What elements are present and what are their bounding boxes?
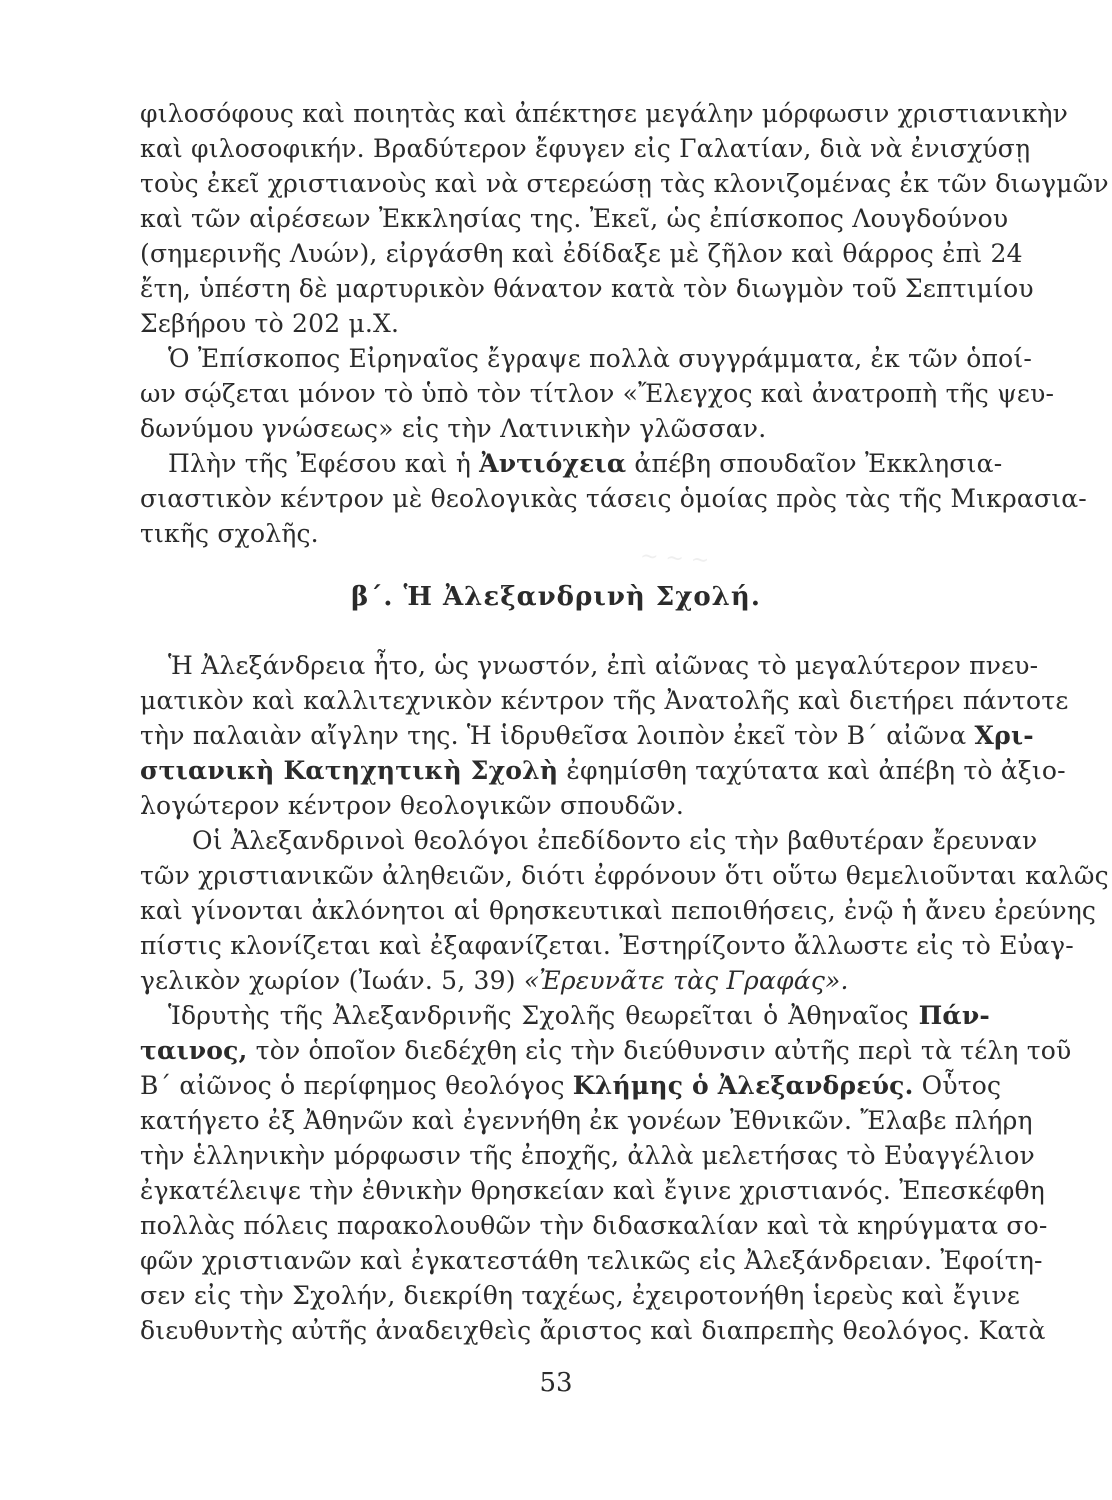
bold-term: Κλήμης ὁ Ἀλεξανδρεύς. xyxy=(572,1071,914,1100)
text-run: Οὗτος xyxy=(913,1071,1002,1100)
bold-term: Χρι- xyxy=(974,721,1034,750)
text-line: ἐγκατέλειψε τὴν ἐθνικὴν θρησκείαν καὶ ἔγινε χριστιανός. Ἐπεσκέφθη xyxy=(140,1176,1045,1205)
text-line: λογώτερον κέντρον θεολογικῶν σπουδῶν. xyxy=(140,791,684,820)
text-line: πίστις κλονίζεται καὶ ἐξαφανίζεται. Ἐστηρίζοντο ἄλλωστε εἰς τὸ Εὐαγ- xyxy=(140,931,1074,960)
text-line: ματικὸν καὶ καλλιτεχνικὸν κέντρον τῆς Ἀνατολῆς καὶ διετήρει πάντοτε xyxy=(140,686,1069,715)
page-number: 53 xyxy=(539,1368,573,1398)
text-run: Β΄ αἰῶνος ὁ περίφημος θεολόγος xyxy=(140,1071,573,1100)
text-line xyxy=(140,963,990,998)
text-section-top xyxy=(140,96,1109,551)
bold-term: στιανικὴ Κατηχητικὴ Σχολὴ xyxy=(140,756,559,785)
text-line: Οἱ Ἀλεξανδρινοὶ θεολόγοι ἐπεδίδοντο εἰς τὴν βαθυτέραν ἔρευναν xyxy=(192,826,1038,855)
text-line xyxy=(140,1068,1002,1103)
text-line: σιαστικὸν κέντρον μὲ θεολογικὰς τάσεις ὁμοίας πρὸς τὰς τῆς Μικρασια- xyxy=(140,484,1087,513)
bold-term: Ἀντιόχεια xyxy=(479,449,627,478)
text-line: καὶ φιλοσοφικήν. Βραδύτερον ἔφυγεν εἰς Γαλατίαν, διὰ νὰ ἐνισχύσῃ xyxy=(140,134,1031,163)
text-line: δωνύμου γνώσεως» εἰς τὴν Λατινικὴν γλῶσσαν. xyxy=(140,414,767,443)
text-line xyxy=(140,446,1003,481)
text-line: φιλοσόφους καὶ ποιητὰς καὶ ἀπέκτησε μεγάλην μόρφωσιν χριστιανικὴν xyxy=(140,99,1069,128)
text-line xyxy=(140,1033,1072,1068)
text-line: ων σῴζεται μόνον τὸ ὑπὸ τὸν τίτλον «Ἔλεγχος καὶ ἀνατροπὴ τῆς ψευ- xyxy=(140,379,1055,408)
text-line xyxy=(140,753,1066,788)
text-line: καὶ γίνονται ἀκλόνητοι αἱ θρησκευτικαὶ πεποιθήσεις, ἐνῷ ἡ ἄνευ ἐρεύνης xyxy=(140,896,1097,925)
text-line: τοὺς ἐκεῖ χριστιανοὺς καὶ νὰ στερεώσῃ τὰς κλονιζομένας ἐκ τῶν διωγμῶν xyxy=(140,169,1109,198)
bold-term: Πάν- xyxy=(918,1001,990,1030)
text-line: κατήγετο ἐξ Ἀθηνῶν καὶ ἐγεννήθη ἐκ γονέων Ἐθνικῶν. Ἔλαβε πλήρη xyxy=(140,1106,1033,1135)
text-line: καὶ τῶν αἱρέσεων Ἐκκλησίας της. Ἐκεῖ, ὡς ἐπίσκοπος Λουγδούνου xyxy=(140,204,1009,233)
text-run: ἐφημίσθη ταχύτατα καὶ ἀπέβη τὸ ἀξιο- xyxy=(558,756,1066,785)
text-line: πολλὰς πόλεις παρακολουθῶν τὴν διδασκαλίαν καὶ τὰ κηρύγματα σο- xyxy=(140,1211,1048,1240)
section-heading: β΄. Ἡ Ἀλεξανδρινὴ Σχολή. xyxy=(351,582,761,612)
text-line xyxy=(140,998,990,1033)
text-line: τὴν ἑλληνικὴν μόρφωσιν τῆς ἐποχῆς, ἀλλὰ μελετήσας τὸ Εὐαγγέλιον xyxy=(140,1141,1035,1170)
text-line xyxy=(140,718,1034,753)
text-section-bottom xyxy=(140,648,1109,1348)
text-line: Σεβήρου τὸ 202 μ.Χ. xyxy=(140,309,400,338)
text-line: τῶν χριστιανικῶν ἀληθειῶν, διότι ἐφρόνουν ὅτι οὕτω θεμελιοῦνται καλῶς xyxy=(140,861,1109,890)
text-run: ἀπέβη σπουδαῖον Ἐκκλησια- xyxy=(626,449,1003,478)
text-run: γελικὸν χωρίον (Ἰωάν. 5, 39) xyxy=(140,966,524,995)
text-line: (σημερινῆς Λυών), εἰργάσθη καὶ ἐδίδαξε μὲ ζῆλον καὶ θάρρος ἐπὶ 24 xyxy=(140,239,1023,268)
text-line: διευθυντὴς αὐτῆς ἀναδειχθεὶς ἄριστος καὶ διαπρεπὴς θεολόγος. Κατὰ xyxy=(140,1316,1046,1345)
text-line: ἔτη, ὑπέστη δὲ μαρτυρικὸν θάνατον κατὰ τὸν διωγμὸν τοῦ Σεπτιμίου xyxy=(140,274,1034,303)
italic-quote: «Ἐρευνᾶτε τὰς Γραφάς». xyxy=(523,966,849,995)
faint-handwriting-marks: ~ ~ ~ xyxy=(639,543,711,574)
text-run: Ἱδρυτὴς τῆς Ἀλεξανδρινῆς Σχολῆς θεωρεῖται ὁ Ἀθηναῖος xyxy=(168,1001,919,1030)
text-line: Ὁ Ἐπίσκοπος Εἰρηναῖος ἔγραψε πολλὰ συγγράμματα, ἐκ τῶν ὁποί- xyxy=(168,344,1033,373)
text-run: τὸν ὁποῖον διεδέχθη εἰς τὴν διεύθυνσιν αὐτῆς περὶ τὰ τέλη τοῦ xyxy=(247,1036,1072,1065)
text-line: Ἡ Ἀλεξάνδρεια ἦτο, ὡς γνωστόν, ἐπὶ αἰῶνας τὸ μεγαλύτερον πνευ- xyxy=(168,651,1039,680)
text-line: φῶν χριστιανῶν καὶ ἐγκατεστάθη τελικῶς εἰς Ἀλεξάνδρειαν. Ἐφοίτη- xyxy=(140,1246,1043,1275)
text-line: τικῆς σχολῆς. xyxy=(140,519,319,548)
bold-term: ταινος, xyxy=(140,1036,248,1065)
text-run: τὴν παλαιὰν αἴγλην της. Ἡ ἱδρυθεῖσα λοιπὸν ἐκεῖ τὸν Β΄ αἰῶνα xyxy=(140,721,975,750)
text-line: σεν εἰς τὴν Σχολήν, διεκρίθη ταχέως, ἐχειροτονήθη ἱερεὺς καὶ ἔγινε xyxy=(140,1281,1021,1310)
text-run: Πλὴν τῆς Ἐφέσου καὶ ἡ xyxy=(168,449,480,478)
